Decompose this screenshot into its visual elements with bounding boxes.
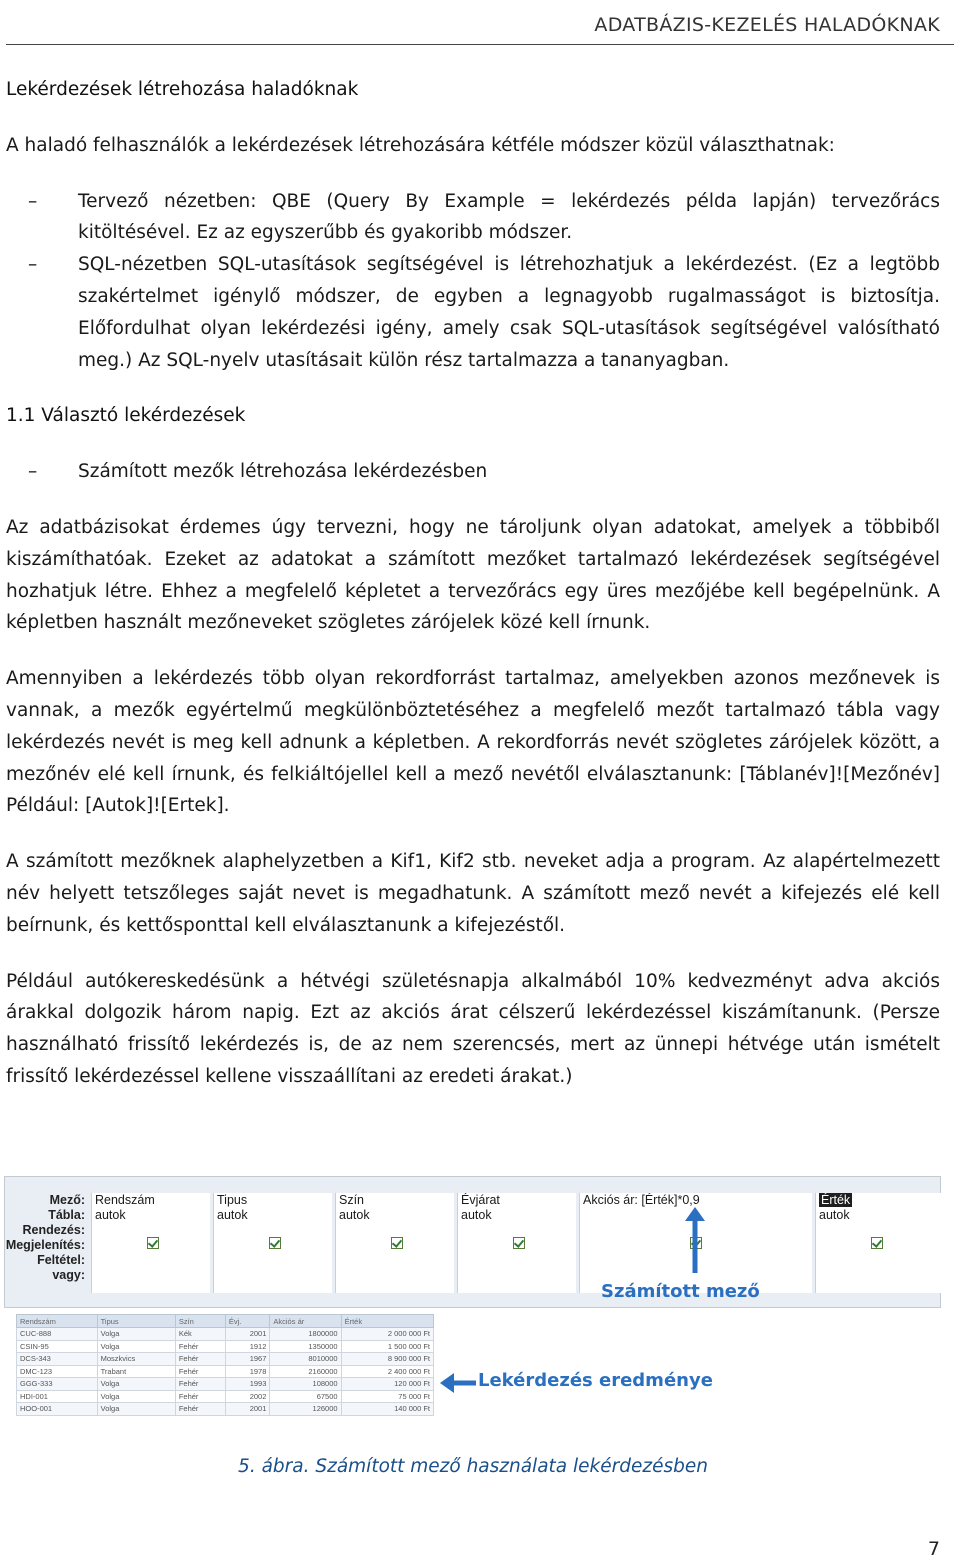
table-cell: Trabant	[97, 1365, 175, 1378]
subsection-item-text: Számított mezők létrehozása lekérdezésben	[78, 461, 488, 483]
qbe-design-grid	[4, 1176, 941, 1308]
subsection-item	[6, 456, 940, 488]
table-cell: Fehér	[175, 1340, 225, 1353]
table-cell: DMC-123	[17, 1365, 98, 1378]
list-item-term: SQL-nézetben SQL-utasítások	[78, 254, 357, 276]
table-cell: GGG-333	[17, 1378, 98, 1391]
list-dash: –	[28, 190, 38, 212]
table-cell: Moszkvics	[97, 1353, 175, 1366]
table-row	[17, 1340, 434, 1353]
figure-screenshot	[4, 1176, 941, 1430]
list-dash: –	[28, 254, 38, 276]
qbe-column	[91, 1193, 210, 1293]
list-item-text: : QBE (Query By Example = lekérdezés példa lapján) tervezőrács kitöltésével. Ez az egyszerűbb és gyakoribb módszer.	[78, 190, 940, 244]
result-header-cell: Érték	[341, 1315, 433, 1328]
list-item-text: segítségével is létrehozhatjuk a lekérdezést. (Ez a legtöbb szakértelmet igénylő módszer, de egyben a legnagyobb rugalmasságot is biztosítja. Előfordulhat olyan lekérdezési igény, amely csak SQL-utasítások segítségével valósítható meg.) Az SQL-nyelv utasításait külön rész tartalmazza a tananyagban.	[78, 254, 940, 371]
body-paragraph: Amennyiben a lekérdezés több olyan rekordforrást tartalmaz, amelyekben azonos mezőnevek is vannak, a mezők egyértelmű megkülönböztetéséhez a megfelelő mezőt tartalmazó tábla vagy lekérdezés nevét is meg kell adnunk a képletben. A rekordforrás nevét szögletes zárójelek között, a mezőnév elé kell írnunk, és felkiáltójellel kell a mező nevétől elválasztanunk: [Táblanév]![Mezőnév] Például: [Autok]![Ertek].	[6, 668, 940, 817]
table-row	[17, 1378, 434, 1391]
table-cell: 2 400 000 Ft	[341, 1365, 433, 1378]
qbe-field-cell: Érték	[821, 1193, 851, 1207]
table-cell: 1350000	[270, 1340, 341, 1353]
table-cell: 1967	[225, 1353, 270, 1366]
qbe-row-label: vagy:	[52, 1268, 85, 1282]
callout-calculated-field: Számított mező	[601, 1281, 760, 1302]
table-cell: CUC-888	[17, 1328, 98, 1341]
figure-caption: 5. ábra. Számított mező használata lekérdezésben	[238, 1456, 708, 1477]
table-cell: 2001	[225, 1328, 270, 1341]
list-dash: –	[28, 461, 38, 483]
table-cell: Fehér	[175, 1353, 225, 1366]
list-item	[6, 249, 940, 376]
qbe-row-label: Megjelenítés:	[5, 1238, 85, 1252]
qbe-row-label: Tábla:	[48, 1208, 85, 1222]
table-cell: CSIN-95	[17, 1340, 98, 1353]
running-header: ADATBÁZIS-KEZELÉS HALADÓKNAK	[594, 14, 940, 36]
result-body	[17, 1328, 434, 1416]
show-checkbox-icon	[513, 1237, 525, 1249]
table-cell: Fehér	[175, 1378, 225, 1391]
table-cell: 1993	[225, 1378, 270, 1391]
table-cell: Fehér	[175, 1365, 225, 1378]
table-cell: Fehér	[175, 1390, 225, 1403]
table-cell: 120 000 Ft	[341, 1378, 433, 1391]
section-title: Lekérdezések létrehozása haladóknak	[6, 79, 359, 100]
intro-paragraph: A haladó felhasználók a lekérdezések létrehozására kétféle módszer közül választhatnak:	[6, 134, 835, 156]
table-cell: Volga	[97, 1328, 175, 1341]
qbe-field-cell: Rendszám	[95, 1193, 155, 1207]
table-row	[17, 1403, 434, 1416]
table-cell: 2 000 000 Ft	[341, 1328, 433, 1341]
result-header-cell: Tipus	[97, 1315, 175, 1328]
qbe-column	[815, 1193, 942, 1293]
table-cell: DCS-343	[17, 1353, 98, 1366]
arrow-up-icon	[685, 1207, 705, 1275]
show-checkbox-icon	[147, 1237, 159, 1249]
qbe-row-label: Rendezés:	[22, 1223, 85, 1237]
list-item	[6, 186, 940, 250]
qbe-field-cell: Tipus	[217, 1193, 248, 1207]
show-checkbox-icon	[269, 1237, 281, 1249]
callout-query-result: Lekérdezés eredménye	[478, 1370, 713, 1391]
qbe-row-label: Feltétel:	[37, 1253, 85, 1267]
result-header-cell: Rendszám	[17, 1315, 98, 1328]
qbe-table-cell: autok	[461, 1208, 492, 1222]
table-cell: 2001	[225, 1403, 270, 1416]
table-cell: 8 900 000 Ft	[341, 1353, 433, 1366]
table-cell: 1978	[225, 1365, 270, 1378]
header-rule	[6, 44, 954, 45]
table-cell: 126000	[270, 1403, 341, 1416]
qbe-row-labels	[5, 1193, 85, 1283]
table-cell: 2160000	[270, 1365, 341, 1378]
qbe-table-cell: autok	[217, 1208, 248, 1222]
result-header-row	[17, 1315, 434, 1328]
table-row	[17, 1328, 434, 1341]
table-row	[17, 1353, 434, 1366]
body-paragraph: A számított mezőknek alaphelyzetben a Kif1, Kif2 stb. neveket adja a program. Az alapértelmezett név helyett tetszőleges saját nevet is megadhatunk. A számított mező nevét a kifejezés elé kell beírnunk, és kettősponttal kell elválasztanunk a kifejezéstől.	[6, 851, 940, 936]
show-checkbox-icon	[391, 1237, 403, 1249]
table-cell: 1 500 000 Ft	[341, 1340, 433, 1353]
page-number: 7	[927, 1538, 940, 1560]
qbe-table-cell: autok	[339, 1208, 370, 1222]
result-header-cell: Akciós ár	[270, 1315, 341, 1328]
table-cell: Volga	[97, 1403, 175, 1416]
table-row	[17, 1390, 434, 1403]
table-cell: 8010000	[270, 1353, 341, 1366]
qbe-table-cell: autok	[819, 1208, 850, 1222]
table-cell: Volga	[97, 1378, 175, 1391]
table-cell: HDI-001	[17, 1390, 98, 1403]
result-table	[16, 1314, 434, 1416]
show-checkbox-icon	[871, 1237, 883, 1249]
body-paragraph: Az adatbázisokat érdemes úgy tervezni, hogy ne tároljunk olyan adatokat, amelyek a többiből kiszámíthatóak. Ezeket az adatokat a számított mezőket tartalmazó lekérdezések segítségével hozhatjuk létre. Ehhez a megfelelő képletet a tervezőrács egy üres mezőjébe kell begépelnünk. A képletben használt mezőneveket szögletes zárójelek közé kell írnunk.	[6, 516, 940, 634]
query-result-table	[16, 1314, 434, 1426]
qbe-field-cell: Akciós ár: [Érték]*0,9	[583, 1193, 700, 1207]
table-cell: 75 000 Ft	[341, 1390, 433, 1403]
qbe-column	[213, 1193, 332, 1293]
qbe-row-label: Mező:	[49, 1193, 85, 1207]
table-cell: 108000	[270, 1378, 341, 1391]
table-cell: 140 000 Ft	[341, 1403, 433, 1416]
qbe-table-cell: autok	[95, 1208, 126, 1222]
table-row	[17, 1365, 434, 1378]
qbe-field-cell: Szín	[339, 1193, 365, 1207]
list-item-term: Tervező nézetben	[78, 190, 251, 212]
arrow-left-icon	[440, 1373, 476, 1393]
table-cell: Kék	[175, 1328, 225, 1341]
qbe-column	[457, 1193, 576, 1293]
table-cell: 2002	[225, 1390, 270, 1403]
table-cell: 1800000	[270, 1328, 341, 1341]
result-header-cell: Évj.	[225, 1315, 270, 1328]
table-cell: Fehér	[175, 1403, 225, 1416]
qbe-field-cell: Évjárat	[461, 1193, 500, 1207]
subsection-title: 1.1 Választó lekérdezések	[6, 405, 246, 427]
table-cell: HOO-001	[17, 1403, 98, 1416]
table-cell: Volga	[97, 1390, 175, 1403]
table-cell: 67500	[270, 1390, 341, 1403]
body-paragraph: Például autókereskedésünk a hétvégi születésnapja alkalmából 10% kedvezményt adva akciós árakkal dolgozik három napig. Ezt az akciós árat célszerű lekérdezéssel kiszámítanunk. (Persze használható frissítő lekérdezés is, de az nem szerencsés, mert az ünnepi hétvége után ismételt frissítő lekérdezéssel kellene visszaállítani az eredeti árakat.)	[6, 970, 940, 1087]
table-cell: 1912	[225, 1340, 270, 1353]
result-header-cell: Szín	[175, 1315, 225, 1328]
qbe-column	[335, 1193, 454, 1293]
page-content	[6, 74, 940, 1093]
table-cell: Volga	[97, 1340, 175, 1353]
